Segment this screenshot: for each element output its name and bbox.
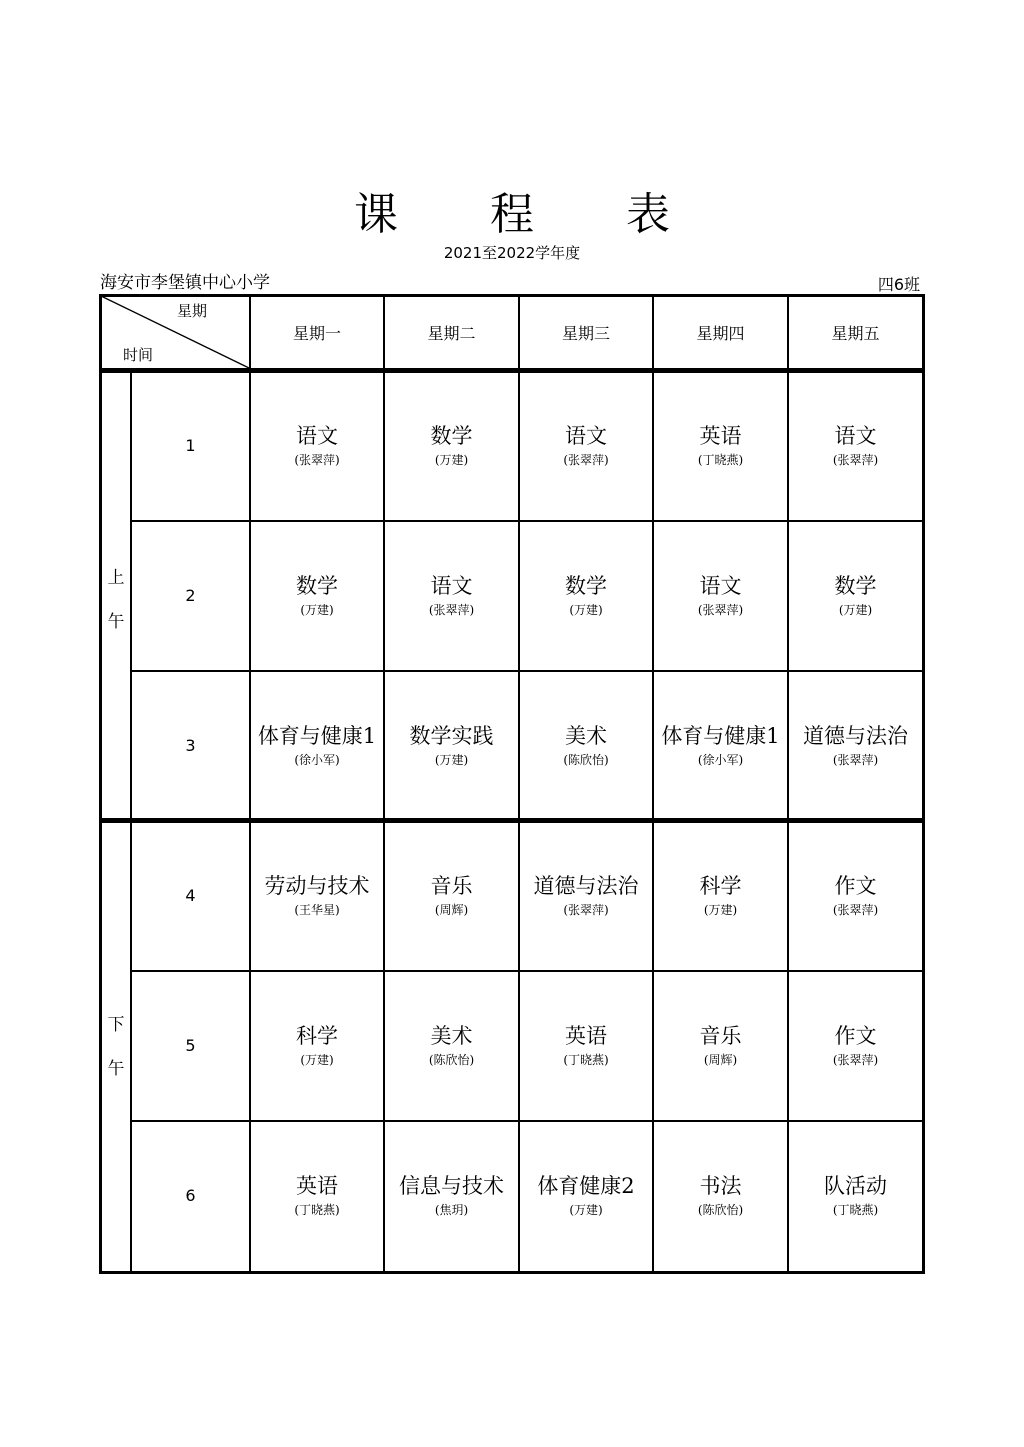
subject-name: 劳动与技术 xyxy=(264,873,370,898)
lesson-cell xyxy=(384,670,519,820)
subject-name: 数学 xyxy=(296,573,338,598)
class-name: 四6班 xyxy=(877,275,920,294)
lesson-cell xyxy=(250,670,384,820)
teacher-name: (丁晓燕) xyxy=(294,1202,340,1217)
morning-label xyxy=(101,556,131,644)
page-title xyxy=(0,178,1024,242)
subject-name: 队活动 xyxy=(824,1173,887,1198)
day-header: 星期一 xyxy=(292,323,341,343)
lesson-cell xyxy=(653,520,788,670)
teacher-name: (张翠萍) xyxy=(294,452,340,467)
school-year: 2021至2022学年度 xyxy=(443,244,581,262)
subject-name: 道德与法治 xyxy=(533,873,639,898)
subject-name: 信息与技术 xyxy=(399,1173,504,1198)
lesson-cell xyxy=(250,820,384,970)
teacher-name: (万建) xyxy=(838,602,873,617)
lesson-cell xyxy=(653,1120,788,1270)
teacher-name: (张翠萍) xyxy=(563,902,609,917)
table-border xyxy=(99,1271,925,1274)
teacher-name: (丁晓燕) xyxy=(697,452,744,467)
subject-name: 数学 xyxy=(834,573,877,598)
teacher-name: (陈欣怡) xyxy=(697,1202,744,1217)
teacher-name: (张翠萍) xyxy=(697,602,744,617)
lesson-cell xyxy=(519,1120,653,1270)
subject-name: 语文 xyxy=(699,573,742,598)
period-number: 5 xyxy=(185,1035,196,1055)
lesson-cell xyxy=(384,970,519,1120)
teacher-name: (陈欣怡) xyxy=(563,752,609,767)
subject-name: 美术 xyxy=(430,1023,473,1048)
lesson-cell xyxy=(519,370,653,520)
subject-name: 作文 xyxy=(834,873,877,898)
teacher-name: (周辉) xyxy=(703,1052,738,1067)
lesson-cell xyxy=(788,670,923,820)
teacher-name: (万建) xyxy=(434,452,469,467)
subject-name: 语文 xyxy=(834,423,877,448)
subject-name: 书法 xyxy=(699,1173,742,1198)
lesson-cell xyxy=(250,370,384,520)
school-name: 海安市李堡镇中心小学 xyxy=(100,273,270,293)
morning-char: 上 xyxy=(107,568,125,588)
afternoon-label xyxy=(101,1003,131,1091)
teacher-name: (张翠萍) xyxy=(832,1052,879,1067)
subject-name: 科学 xyxy=(699,873,742,898)
teacher-name: (陈欣怡) xyxy=(428,1052,475,1067)
period-number: 3 xyxy=(185,735,196,755)
teacher-name: (徐小军) xyxy=(697,752,744,767)
teacher-name: (周辉) xyxy=(434,902,469,917)
day-header: 星期五 xyxy=(831,323,880,343)
lesson-cell xyxy=(519,970,653,1120)
teacher-name: (万建) xyxy=(569,1202,603,1217)
table-border xyxy=(99,294,102,1274)
subject-name: 数学 xyxy=(430,423,473,448)
teacher-name: (张翠萍) xyxy=(832,752,879,767)
lesson-cell xyxy=(384,1120,519,1270)
lesson-cell xyxy=(653,670,788,820)
teacher-name: (万建) xyxy=(434,752,469,767)
afternoon-char: 午 xyxy=(107,1059,125,1079)
subject-name: 语文 xyxy=(565,423,607,448)
lesson-cell xyxy=(384,820,519,970)
corner-time-label: 时间 xyxy=(123,346,154,364)
teacher-name: (张翠萍) xyxy=(832,452,879,467)
period-number: 4 xyxy=(185,885,196,905)
morning-char: 午 xyxy=(107,612,125,632)
lesson-cell xyxy=(250,970,384,1120)
timetable xyxy=(99,294,925,1274)
corner-day-label: 星期 xyxy=(177,302,208,320)
teacher-name: (徐小军) xyxy=(294,752,340,767)
teacher-name: (万建) xyxy=(300,602,334,617)
subject-name: 体育与健康1 xyxy=(257,723,377,748)
subject-name: 英语 xyxy=(296,1173,338,1198)
teacher-name: (万建) xyxy=(300,1052,334,1067)
lesson-cell xyxy=(653,820,788,970)
subject-name: 英语 xyxy=(699,423,742,448)
title-char: 表 xyxy=(626,189,670,240)
teacher-name: (焦玥) xyxy=(434,1202,469,1217)
title-char: 程 xyxy=(490,189,534,240)
period-number: 6 xyxy=(185,1185,196,1205)
subject-name: 体育健康2 xyxy=(537,1173,635,1198)
day-header: 星期二 xyxy=(427,323,476,343)
subject-name: 音乐 xyxy=(430,873,473,898)
subject-name: 音乐 xyxy=(699,1023,742,1048)
lesson-cell xyxy=(788,970,923,1120)
lesson-cell xyxy=(653,370,788,520)
subject-name: 数学实践 xyxy=(409,723,494,748)
lesson-cell xyxy=(788,520,923,670)
period-number: 1 xyxy=(185,435,196,455)
teacher-name: (王华星) xyxy=(294,902,340,917)
subject-name: 语文 xyxy=(430,573,473,598)
subject-name: 道德与法治 xyxy=(803,723,908,748)
teacher-name: (丁晓燕) xyxy=(563,1052,609,1067)
lesson-cell xyxy=(519,820,653,970)
subject-name: 作文 xyxy=(834,1023,877,1048)
lesson-cell xyxy=(250,1120,384,1270)
lesson-cell xyxy=(384,520,519,670)
subject-name: 美术 xyxy=(565,723,607,748)
lesson-cell xyxy=(788,1120,923,1270)
teacher-name: (万建) xyxy=(569,602,603,617)
subject-name: 英语 xyxy=(565,1023,607,1048)
lesson-cell xyxy=(788,820,923,970)
teacher-name: (张翠萍) xyxy=(832,902,879,917)
day-header: 星期四 xyxy=(696,323,745,343)
subject-name: 体育与健康1 xyxy=(661,723,780,748)
day-header: 星期三 xyxy=(561,323,610,343)
lesson-cell xyxy=(519,520,653,670)
subject-name: 科学 xyxy=(296,1023,338,1048)
period-number: 2 xyxy=(185,585,196,605)
lesson-cell xyxy=(519,670,653,820)
lesson-cell xyxy=(788,370,923,520)
teacher-name: (丁晓燕) xyxy=(832,1202,879,1217)
teacher-name: (张翠萍) xyxy=(563,452,609,467)
lesson-cell xyxy=(384,370,519,520)
subject-name: 数学 xyxy=(565,573,607,598)
corner-diagonal xyxy=(99,294,251,370)
lesson-cell xyxy=(653,970,788,1120)
lesson-cell xyxy=(250,520,384,670)
title-char: 课 xyxy=(354,189,398,240)
teacher-name: (万建) xyxy=(703,902,738,917)
subject-name: 语文 xyxy=(296,423,338,448)
afternoon-char: 下 xyxy=(107,1015,125,1035)
teacher-name: (张翠萍) xyxy=(428,602,475,617)
